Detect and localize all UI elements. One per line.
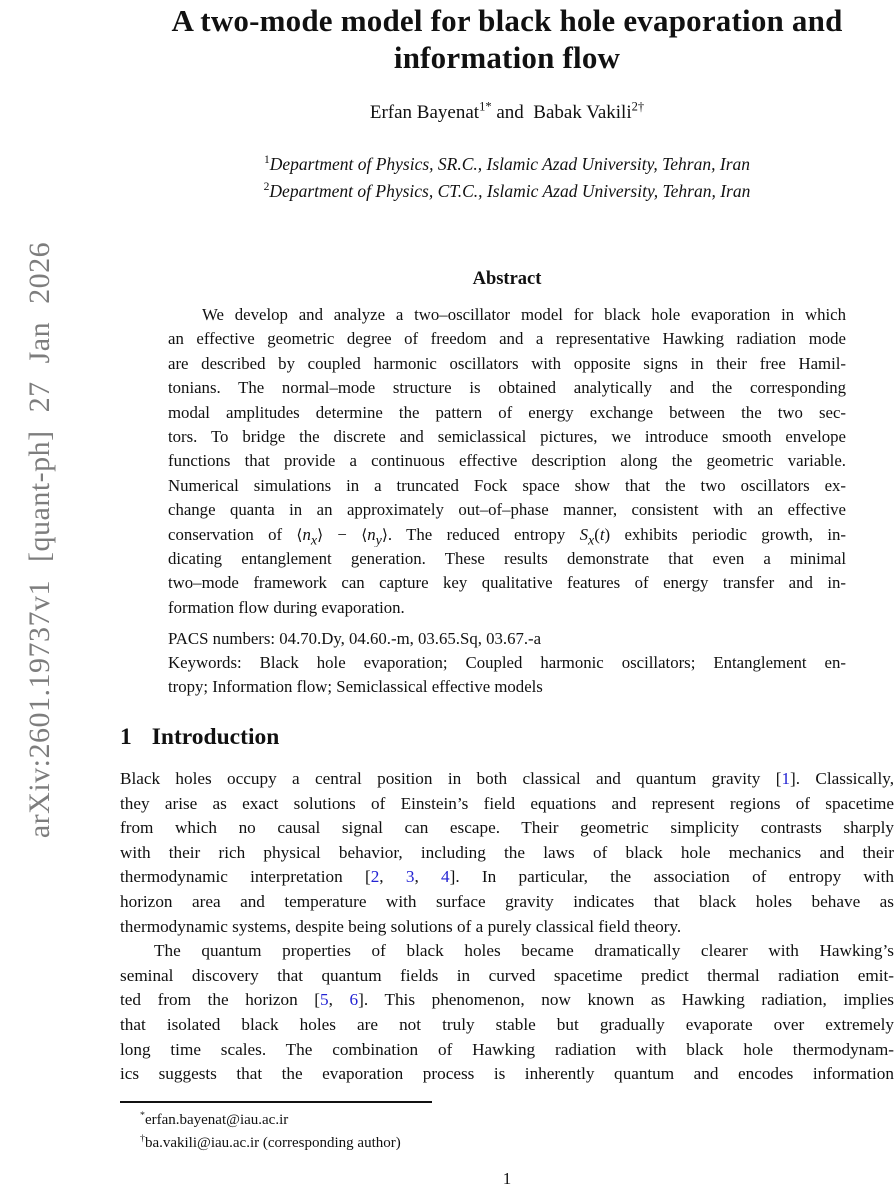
citation-link[interactable]: 3 bbox=[405, 867, 415, 887]
text-line: are described by coupled harmonic oscillators with opposite signs in their free Hamil- bbox=[168, 353, 846, 373]
text-line: *erfan.bayenat@iau.ac.ir bbox=[140, 1109, 289, 1128]
text-line: tors. To bridge the discrete and semiclassical pictures, we introduce smooth envelope bbox=[168, 426, 846, 446]
text-line: tropy; Information flow; Semiclassical effective models bbox=[168, 677, 543, 697]
footnote-rule bbox=[120, 1101, 432, 1103]
text-line: Numerical simulations in a truncated Fock space show that the two oscillators ex- bbox=[168, 475, 846, 495]
text-line: from which no causal signal can escape. Their geometric simplicity contrasts sharply bbox=[120, 818, 894, 838]
text-line: We develop and analyze a two–oscillator model for black hole evaporation in which bbox=[202, 305, 846, 324]
paper-page-content bbox=[120, 0, 894, 1189]
text-line: ted from the horizon [5, 6]. This phenomenon, now known as Hawking radiation, implies bbox=[120, 990, 894, 1010]
text-line: that isolated black holes are not truly stable but gradually evaporate over extremely bbox=[120, 1015, 894, 1035]
text-line: seminal discovery that quantum fields in curved spacetime predict thermal radiation emit- bbox=[120, 965, 894, 985]
section-title: Introduction bbox=[151, 724, 280, 751]
text-line: Black holes occupy a central position in both classical and quantum gravity [1]. Classically, bbox=[120, 769, 894, 789]
text-line: two–mode framework can capture key qualitative features of energy transfer and in- bbox=[168, 573, 846, 593]
authors-line: Erfan Bayenat$^{1*}$ and Babak Vakili$^{2\dagger}$ bbox=[369, 99, 645, 123]
text-line: tonians. The normal–mode structure is obtained analytically and the corresponding bbox=[168, 378, 846, 398]
text-line: Keywords: Black hole evaporation; Coupled harmonic oscillators; Entanglement en- bbox=[168, 653, 846, 673]
text-line: thermodynamic interpretation [2, 3, 4]. In particular, the association of entropy with bbox=[120, 867, 894, 887]
abstract-body bbox=[168, 303, 846, 620]
text-line: The quantum properties of black holes became dramatically clearer with Hawking’s bbox=[154, 941, 894, 961]
paper-title-line-2: information flow bbox=[393, 40, 621, 75]
paper-title-line-1: A two-mode model for black hole evaporation and bbox=[171, 3, 843, 38]
text-line: modal amplitudes determine the pattern of energy exchange between the two sec- bbox=[168, 402, 846, 422]
text-line: an effective geometric degree of freedom and a representative Hawking radiation mode bbox=[168, 329, 846, 349]
text-line: conservation of $⟨n_x⟩$ − $⟨n_y⟩$. The reduced entropy $S_x(t)$ exhibits periodic growth, in- bbox=[168, 524, 846, 547]
arxiv-stamp: arXiv:2601.19737v1 [quant-ph] 27 Jan 2026 bbox=[23, 241, 56, 839]
text-line: PACS numbers: 04.70.Dy, 04.60.-m, 03.65.Sq, 03.67.-a bbox=[168, 629, 542, 649]
page-number: 1 bbox=[502, 1168, 512, 1188]
citation-link[interactable]: 2 bbox=[370, 867, 380, 887]
text-line: thermodynamic systems, despite being solutions of a purely classical field theory. bbox=[120, 916, 682, 936]
text-line: formation flow during evaporation. bbox=[168, 597, 405, 617]
affiliations bbox=[120, 151, 894, 205]
citation-link[interactable]: 6 bbox=[349, 990, 359, 1010]
abstract-heading: Abstract bbox=[472, 269, 542, 289]
pacs-keywords-block bbox=[168, 627, 846, 699]
affiliation-1: $^1$Department of Physics, SR.C., Islamic Azad University, Tehran, Iran bbox=[263, 154, 751, 174]
text-line: long time scales. The combination of Hawking radiation with black hole thermodynam- bbox=[120, 1039, 894, 1059]
section-number: 1 bbox=[120, 724, 132, 751]
text-line: †ba.vakili@iau.ac.ir (corresponding author) bbox=[140, 1132, 401, 1151]
text-line: horizon area and temperature with surface gravity indicates that black holes behave as bbox=[120, 892, 894, 912]
text-line: change quanta in an approximately out–of–phase manner, consistent with an effective bbox=[168, 500, 846, 520]
affiliation-2: $^2$Department of Physics, CT.C., Islamic Azad University, Tehran, Iran bbox=[263, 181, 751, 201]
text-line: functions that provide a continuous effective description along the geometric variable. bbox=[168, 451, 846, 471]
citation-link[interactable]: 4 bbox=[441, 867, 450, 887]
citation-link[interactable]: 1 bbox=[781, 769, 791, 789]
intro-paragraph-2 bbox=[120, 939, 894, 1087]
section-heading-introduction bbox=[120, 724, 894, 751]
intro-paragraph-1 bbox=[120, 767, 894, 939]
text-line: dicating entanglement generation. These results demonstrate that even a minimal bbox=[168, 548, 846, 568]
paper-title bbox=[120, 2, 894, 76]
text-line: ics suggests that the evaporation process is inherently quantum and encodes information bbox=[120, 1064, 894, 1084]
citation-link[interactable]: 5 bbox=[320, 990, 329, 1010]
text-line: they arise as exact solutions of Einstein’s field equations and represent regions of spacetime bbox=[120, 793, 894, 813]
footnotes bbox=[120, 1109, 894, 1155]
text-line: with their rich physical behavior, including the laws of black hole mechanics and their bbox=[120, 842, 894, 862]
